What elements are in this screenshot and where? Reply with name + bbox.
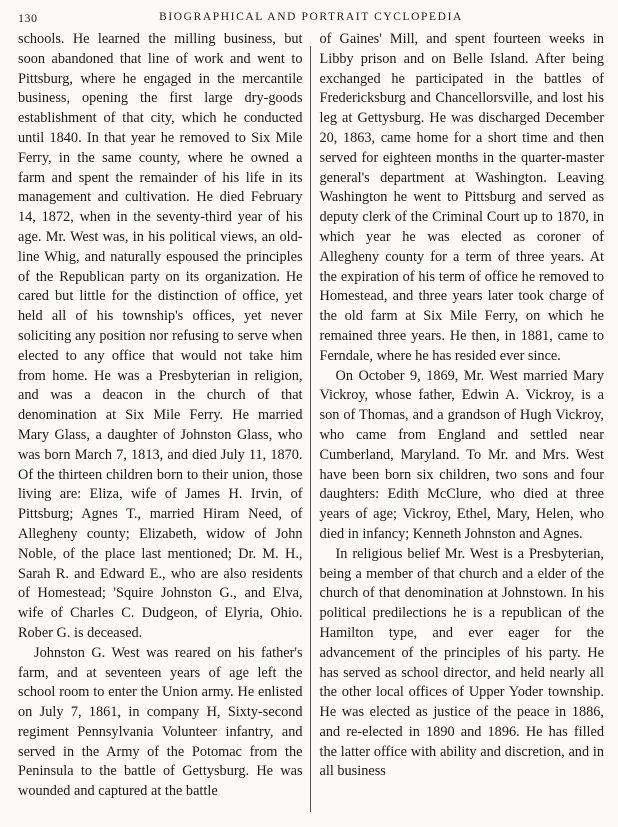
paragraph: In religious belief Mr. West is a Presbyterian, being a member of that church and a elder of the church of that denomination at Johnstown. In his political predilections he is a republican of the Hamilton type, and ever eager for the advancement of the principles of his party. He has served as school director, and held nearly all the other local offices of Upper Yoder township. He was elected as justice of the peace in 1886, and re-elected in 1890 and 1896. He has filled the latter office with ability and discretion, and in all business [319, 545, 605, 780]
paragraph: On October 9, 1869, Mr. West married Mary Vickroy, whose father, Edwin A. Vickroy, is a son of Thomas, and a grandson of Hugh Vickroy, who came from England and settled near Cumberland, Maryland. To Mr. and Mrs. West have been born six children, two sons and four daughters: Edith McClure, who died at three years of age; Vickroy, Ethel, Mary, Helen, who died in infancy; Kenneth Johnston and Agnes. [319, 367, 605, 542]
left-column [18, 30, 310, 820]
paragraph: of Gaines' Mill, and spent fourteen weeks in Libby prison and on Belle Island. After being exchanged he participated in the battles of Fredericksburg and Chancellorsville, and lost his leg at Gettysburg. He was discharged December 20, 1863, came home for a short time and then served for eighteen months in the quarter-master general's department at Washington. Leaving Washington he went to Pittsburg and served as deputy clerk of the Criminal Court up to 1870, in which year he was elected as coroner of Allegheny county for a term of three years. At the expiration of his term of office he removed to Homestead, and three years later took charge of the old farm at Six Mile Ferry, on which he remained three years. He then, in 1881, came to Ferndale, where he has resided ever since. [319, 31, 605, 364]
page-number: 130 [18, 11, 38, 25]
text-columns [18, 30, 604, 820]
paragraph: schools. He learned the milling business, but soon abandoned that line of work and went to Pittsburg, where he engaged in the mercantile business, opening the first large dry-goods establishment of that city, which he conducted until 1840. In that year he removed to Six Mile Ferry, in the same county, where he owned a farm and spent the remainder of his life in its management and cultivation. He died February 14, 1872, when in the seventy-third year of his age. Mr. West was, in his political views, an old-line Whig, and naturally espoused the principles of the Republican party on its organization. He cared but little for the distinction of office, yet held all of his township's offices, yet never soliciting any position nor refusing to serve when elected to any office that would not take him from home. He was a Presbyterian in religion, and was a deacon in the church of that denomination at Six Mile Ferry. He married Mary Glass, a daughter of Johnston Glass, who was born March 7, 1813, and died July 11, 1870. Of the thirteen children born to their union, those living are: Eliza, wife of James H. Irvin, of Pittsburg; Agnes T., married Hiram Need, of Allegheny county; Elizabeth, widow of John Noble, of the place last mentioned; Dr. M. H., Sarah R. and Edward E., who are also residents of Homestead; 'Squire Johnston G., and Elva, wife of Charles C. Dudgeon, of Elyria, Ohio. Rober G. is deceased. [18, 31, 303, 641]
page-header [18, 8, 604, 30]
right-column [311, 30, 605, 820]
paragraph: Johnston G. West was reared on his father's farm, and at seventeen years of age left the school room to enter the Union army. He enlisted on July 7, 1861, in company H, Sixty-second regiment Pennsylvania Volunteer infantry, and served in the Army of the Potomac from the Peninsula to the battle of Gettysburg. He was wounded and captured at the battle [18, 644, 303, 800]
running-title: BIOGRAPHICAL AND PORTRAIT CYCLOPEDIA [159, 11, 463, 23]
